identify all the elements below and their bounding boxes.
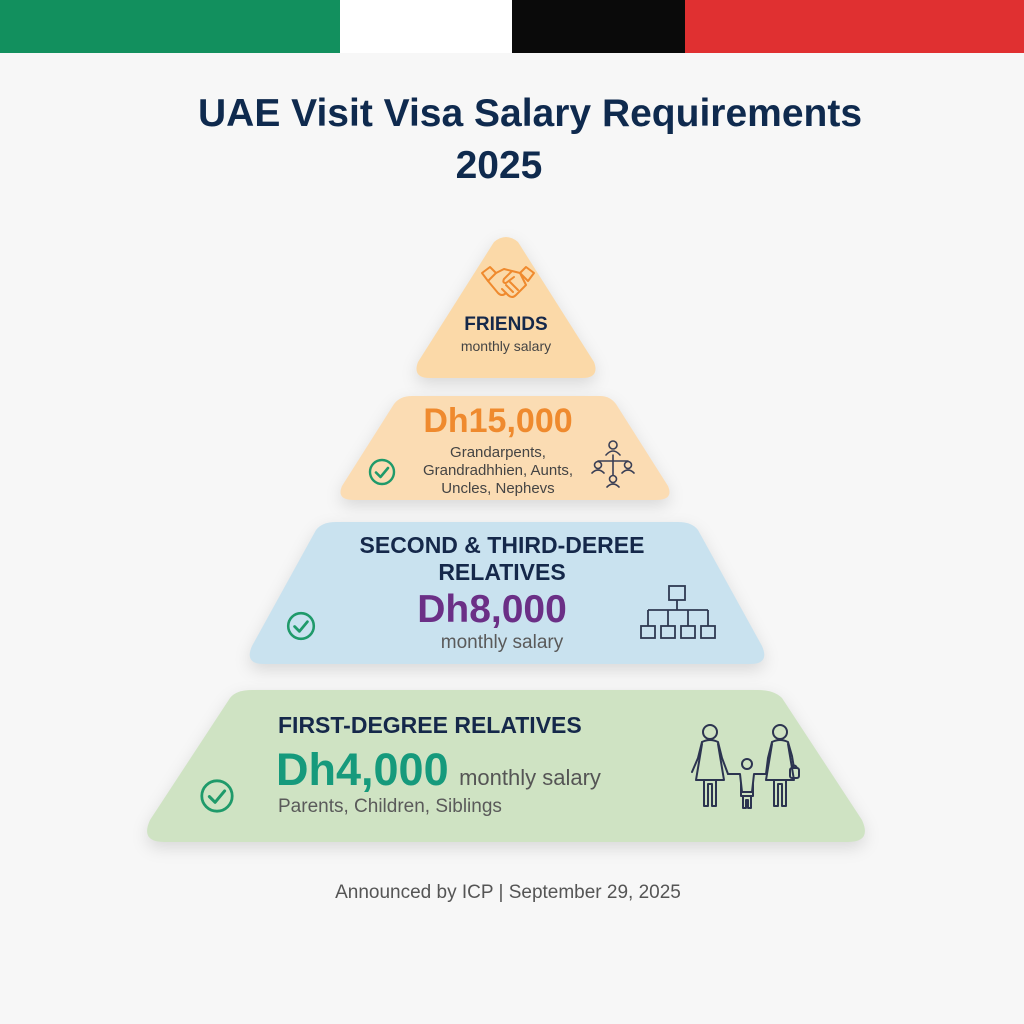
- tier-15000-description-line-3: Uncles, Nephevs: [441, 480, 555, 497]
- check-icon: [198, 777, 236, 815]
- flag-green-segment: [0, 0, 340, 53]
- flag-red-segment: [685, 0, 1024, 53]
- page-title: [0, 88, 1024, 192]
- tier-15000-description-line-2: Grandradhhien, Aunts,: [422, 462, 574, 479]
- tier-15000-amount: Dh15,000: [423, 402, 573, 440]
- tier-4000-description: Parents, Children, Siblings: [278, 796, 502, 817]
- tier-4000-label: FIRST-DEGREE RELATIVES: [278, 712, 582, 738]
- tier-4000-amount: [276, 744, 601, 796]
- tier-15000: [338, 394, 672, 502]
- tier-friends-shape: [414, 236, 598, 380]
- org-chart-icon: [638, 584, 718, 642]
- tier-15000-description-line-1: Grandarpents,: [450, 444, 546, 461]
- family-icon: [690, 722, 804, 810]
- family-tree-icon: [590, 439, 636, 491]
- friends-subtitle: monthly salary: [460, 338, 552, 354]
- tier-8000-subtitle: monthly salary: [440, 632, 564, 653]
- flag-white-segment: [340, 0, 512, 53]
- tier-4000: [144, 688, 868, 844]
- handshake-icon: [480, 263, 536, 303]
- footer-announcement: Announced by ICP | September 29, 2025: [335, 882, 681, 903]
- tier-4000-subtitle: monthly salary: [459, 765, 601, 790]
- tier-friends: [414, 236, 598, 380]
- tier-4000-amount-value: Dh4,000: [276, 744, 449, 795]
- flag-color-bar: [0, 0, 1024, 53]
- flag-black-segment: [512, 0, 685, 53]
- title-line-1: UAE Visit Visa Salary Requirements: [197, 92, 863, 135]
- title-line-2: 2025: [455, 144, 543, 187]
- tier-8000-amount: Dh8,000: [417, 588, 567, 631]
- friends-label: FRIENDS: [464, 314, 548, 335]
- tier-8000-label-line-1: SECOND & THIRD-DEREE: [359, 532, 645, 558]
- tier-8000: [246, 520, 768, 666]
- tier-8000-label-line-2: RELATIVES: [438, 559, 566, 585]
